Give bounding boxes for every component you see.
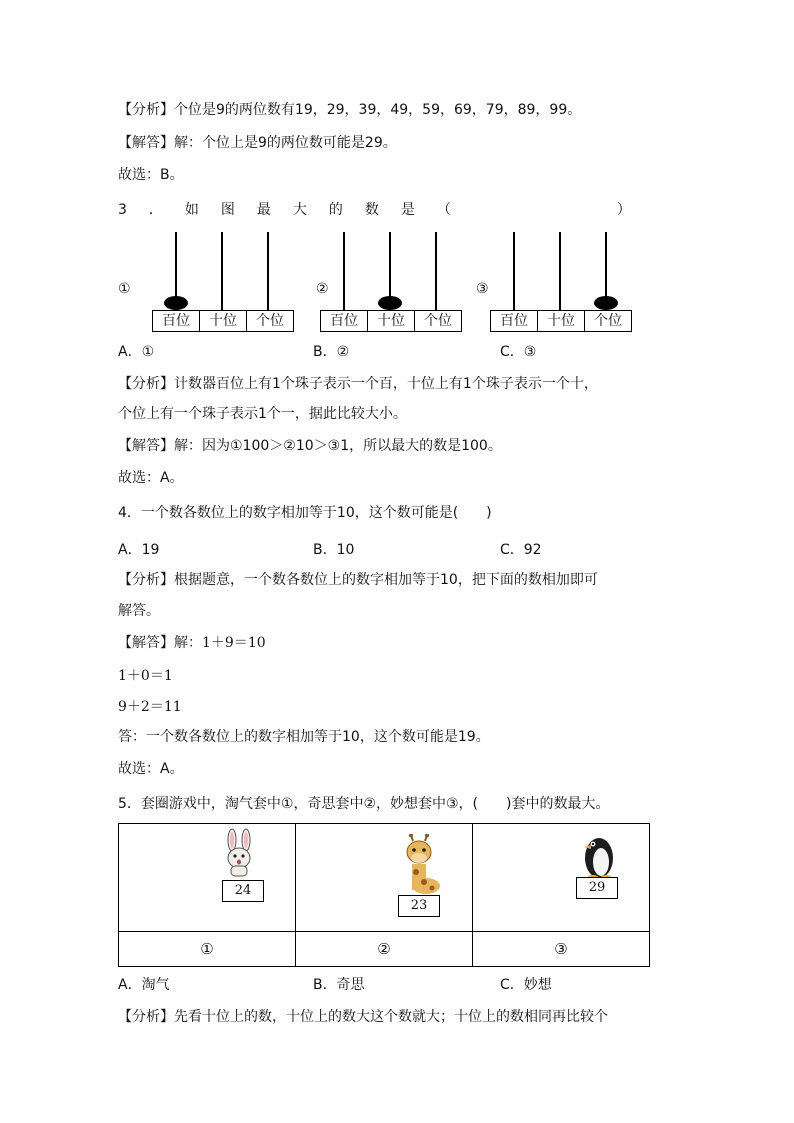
ring-toss-table xyxy=(118,823,650,967)
abacus-label-hundreds: 百位 xyxy=(153,311,200,331)
q4-option-c: C．92 xyxy=(500,542,542,558)
q2-choice: 故选：B。 xyxy=(118,167,184,183)
abacus-label-ones: 个位 xyxy=(256,313,284,329)
q4-analysis-1: 【分析】根据题意，一个数各数位上的数字相加等于10，把下面的数相加即可 xyxy=(118,572,598,588)
abacus-1-bead xyxy=(164,296,188,310)
q2-answer: 【解答】解：个位上是9的两位数可能是29。 xyxy=(118,135,397,151)
q3-analysis-2: 个位上有一个珠子表示1个一，据此比较大小。 xyxy=(118,406,407,422)
penguin-icon xyxy=(579,830,619,880)
abacus-3-base xyxy=(490,310,632,332)
q4-equation-2: 1＋0＝1 xyxy=(118,668,173,684)
number-card-23: 23 xyxy=(398,895,440,917)
q4-analysis-2: 解答。 xyxy=(118,603,160,619)
q4-answer xyxy=(118,633,266,653)
q4-option-b: B．10 xyxy=(313,542,355,558)
q3-option-b: B．② xyxy=(313,344,350,360)
abacus-label-ones: 个位 xyxy=(594,313,622,329)
abacus-1-rod-ones xyxy=(267,232,269,310)
q4-question: 4．一个数各数位上的数字相加等于10，这个数可能是( ) xyxy=(118,505,492,521)
giraffe-icon xyxy=(398,834,444,896)
abacus-label-tens: 十位 xyxy=(538,311,585,331)
q4-reply: 答：一个数各数位上的数字相加等于10，这个数可能是19。 xyxy=(118,729,490,745)
q3-choice: 故选：A。 xyxy=(118,470,184,486)
abacus-2 xyxy=(320,232,462,342)
number-card-24: 24 xyxy=(222,880,264,902)
abacus-1 xyxy=(152,232,294,342)
q4-equation-1: 1＋9＝10 xyxy=(202,635,266,651)
q3-question-text: 3．如图最大的数是（ ） xyxy=(118,202,653,218)
abacus-2-bead xyxy=(378,296,402,310)
abacus-label-tens: 十位 xyxy=(200,311,247,331)
number-card-29: 29 xyxy=(576,877,618,899)
q3-analysis-1: 【分析】计数器百位上有1个珠子表示一个百，十位上有1个珠子表示一个十， xyxy=(118,376,598,392)
abacus-2-mark: ② xyxy=(316,281,329,297)
q4-answer-label: 【解答】解： xyxy=(118,635,202,651)
q5-option-b: B．奇思 xyxy=(313,977,365,993)
q4-option-a: A．19 xyxy=(118,542,160,558)
q5-analysis: 【分析】先看十位上的数，十位上的数大这个数就大；十位上的数相同再比较个 xyxy=(118,1009,608,1025)
abacus-2-rod-ones xyxy=(435,232,437,310)
abacus-3-mark: ③ xyxy=(476,281,489,297)
q3-question xyxy=(118,200,673,220)
q5-option-a: A．淘气 xyxy=(118,977,170,993)
cell-penguin xyxy=(473,824,650,932)
q3-option-a: A．① xyxy=(118,344,155,360)
q3-option-c: C．③ xyxy=(500,344,537,360)
q5-option-c: C．妙想 xyxy=(500,977,552,993)
abacus-3 xyxy=(490,232,632,342)
abacus-3-bead xyxy=(594,296,618,310)
rabbit-icon xyxy=(219,828,259,878)
cell-giraffe xyxy=(296,824,473,932)
q2-analysis: 【分析】个位是9的两位数有19，29，39，49，59，69，79，89，99。 xyxy=(118,102,582,118)
cell-mark-3: ③ xyxy=(473,932,650,967)
q4-equation-3: 9＋2＝11 xyxy=(118,699,182,715)
abacus-label-tens: 十位 xyxy=(368,311,415,331)
abacus-3-rod-tens xyxy=(559,232,561,310)
cell-mark-1: ① xyxy=(119,932,296,967)
abacus-2-base xyxy=(320,310,462,332)
q4-choice: 故选：A。 xyxy=(118,761,184,777)
cell-mark-2: ② xyxy=(296,932,473,967)
abacus-label-hundreds: 百位 xyxy=(321,311,368,331)
q3-answer: 【解答】解：因为①100＞②10＞③1，所以最大的数是100。 xyxy=(118,438,502,454)
abacus-3-rod-hundreds xyxy=(513,232,515,310)
abacus-1-base xyxy=(152,310,294,332)
abacus-label-hundreds: 百位 xyxy=(491,311,538,331)
abacus-1-mark: ① xyxy=(118,281,131,297)
q5-question: 5．套圈游戏中，淘气套中①，奇思套中②，妙想套中③，( )套中的数最大。 xyxy=(118,796,610,812)
abacus-2-rod-hundreds xyxy=(343,232,345,310)
cell-rabbit xyxy=(119,824,296,932)
abacus-1-rod-tens xyxy=(221,232,223,310)
abacus-label-ones: 个位 xyxy=(424,313,452,329)
